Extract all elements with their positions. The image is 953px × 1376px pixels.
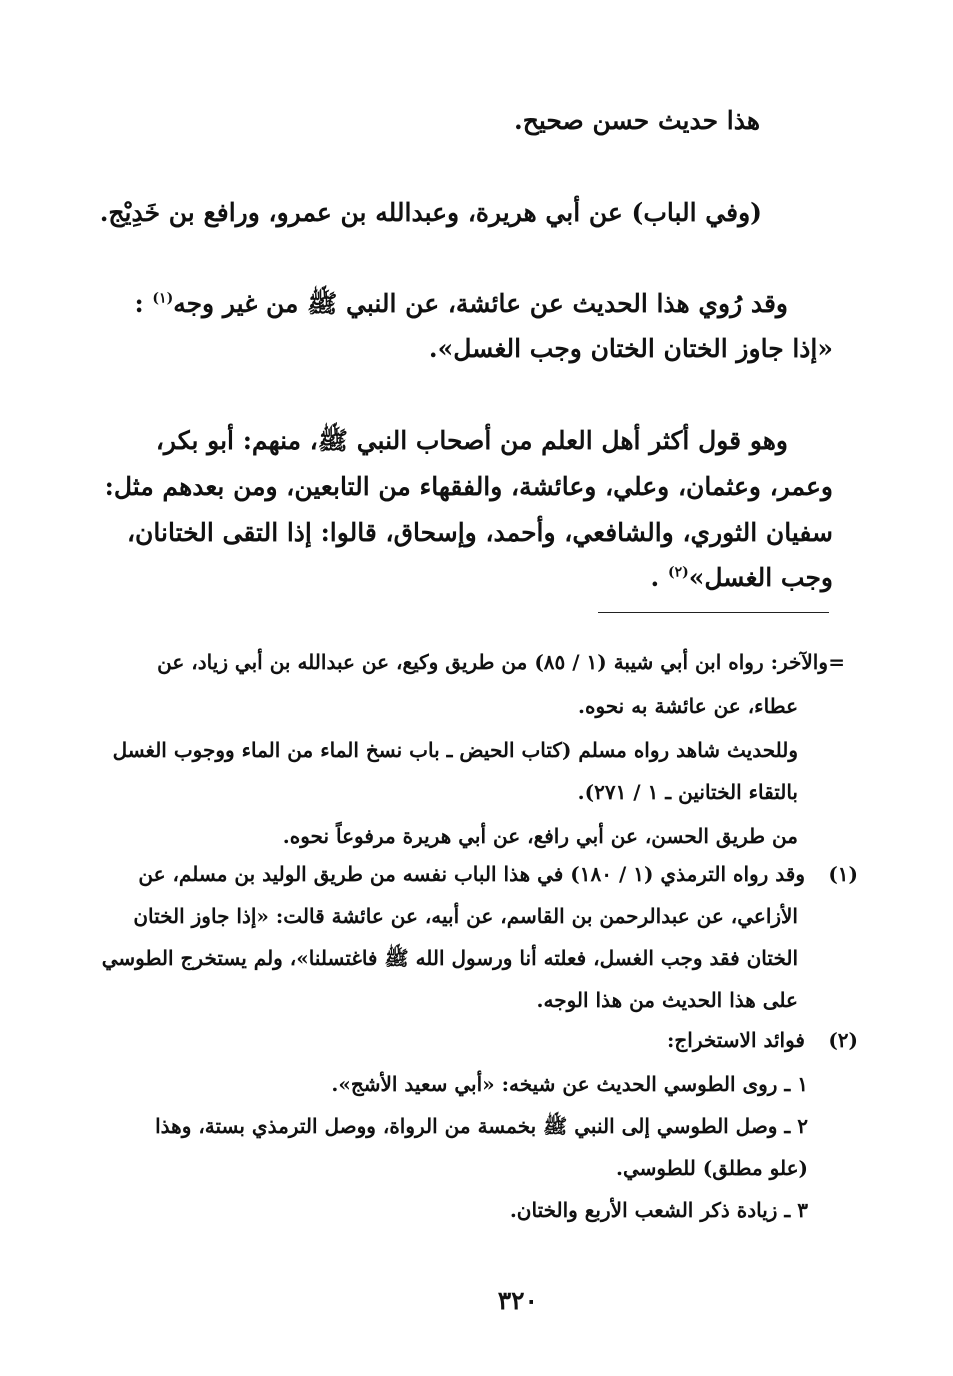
footnote-line: الأزاعي، عن عبدالرحمن بن القاسم، عن أبيه، عن عائشة قالت: «إذا جاوز الختان xyxy=(133,904,798,928)
footnote-ref: (٢) xyxy=(667,564,689,581)
text-segment: . xyxy=(650,563,660,592)
footnote-line: على هذا الحديث من هذا الوجه. xyxy=(536,988,798,1012)
footnote-line: ٢ ـ وصل الطوسي إلى النبي ﷺ بخمسة من الرواة، ووصل الترمذي بستة، وهذا xyxy=(155,1114,808,1138)
text-line: وهو قول أكثر أهل العلم من أصحاب النبي ﷺ، منهم: أبو بكر، xyxy=(155,426,788,455)
footnote-line: وللحديث شاهد رواه مسلم (كتاب الحيض ـ باب نسخ الماء من الماء ووجوب الغسل xyxy=(112,738,798,762)
footnote-line: من طريق الحسن، عن أبي رافع، عن أبي هريرة مرفوعاً نحوه. xyxy=(282,824,798,848)
footnote-line: فوائد الاستخراج: xyxy=(666,1028,805,1052)
footnote-line: وقد رواه الترمذي (١ / ١٨٠) في هذا الباب نفسه من طريق الوليد بن مسلم، عن xyxy=(138,862,805,886)
footnote-line: عطاء، عن عائشة به نحوه. xyxy=(578,694,798,718)
page-number: ٣٢٠ xyxy=(497,1286,538,1315)
text-segment: وقد رُوي هذا الحديث عن عائشة، عن النبي ﷺ من غير وجه xyxy=(173,289,788,318)
footnote-separator xyxy=(598,612,829,613)
text-line: سفيان الثوري، والشافعي، وأحمد، وإسحاق، قالوا: إذا التقى الختانان، xyxy=(126,518,833,547)
text-line: (وفي الباب) عن أبي هريرة، وعبدالله بن عمرو، ورافع بن خَدِيْج. xyxy=(99,198,762,227)
text-segment: وجب الغسل» xyxy=(688,563,833,592)
footnote-line: بالتقاء الختانين ـ ١ / ٢٧١). xyxy=(577,780,798,804)
text-segment: : xyxy=(134,289,144,318)
footnote-line: ٣ ـ زيادة ذكر الشعب الأربع والختان. xyxy=(509,1198,808,1222)
footnote-line: الختان فقد وجب الغسل، فعلته أنا ورسول الله ﷺ فاغتسلنا»، ولم يستخرج الطوسي xyxy=(101,946,798,970)
footnote-marker: (٢) xyxy=(828,1028,858,1052)
footnote-continuation-marker: = xyxy=(828,650,845,674)
footnote-line: (علو مطلق) للطوسي. xyxy=(615,1156,808,1180)
text-line: هذا حديث حسن صحيح. xyxy=(514,106,760,135)
text-line: «إذا جاوز الختان الختان وجب الغسل». xyxy=(428,334,833,363)
footnote-line: والآخر: رواه ابن أبي شيبة (١ / ٨٥) من طريق وكيع، عن عبدالله بن أبي زياد، عن xyxy=(157,650,828,674)
text-line xyxy=(134,288,788,325)
text-line: وعمر، وعثمان، وعلي، وعائشة، والفقهاء من التابعين، ومن بعدهم مثل: xyxy=(104,472,833,501)
text-line xyxy=(651,563,833,592)
footnote-marker: (١) xyxy=(828,862,858,886)
footnote-ref: (١) xyxy=(152,290,174,307)
footnote-line: ١ ـ روى الطوسي الحديث عن شيخه: «أبي سعيد الأشج». xyxy=(331,1072,808,1096)
